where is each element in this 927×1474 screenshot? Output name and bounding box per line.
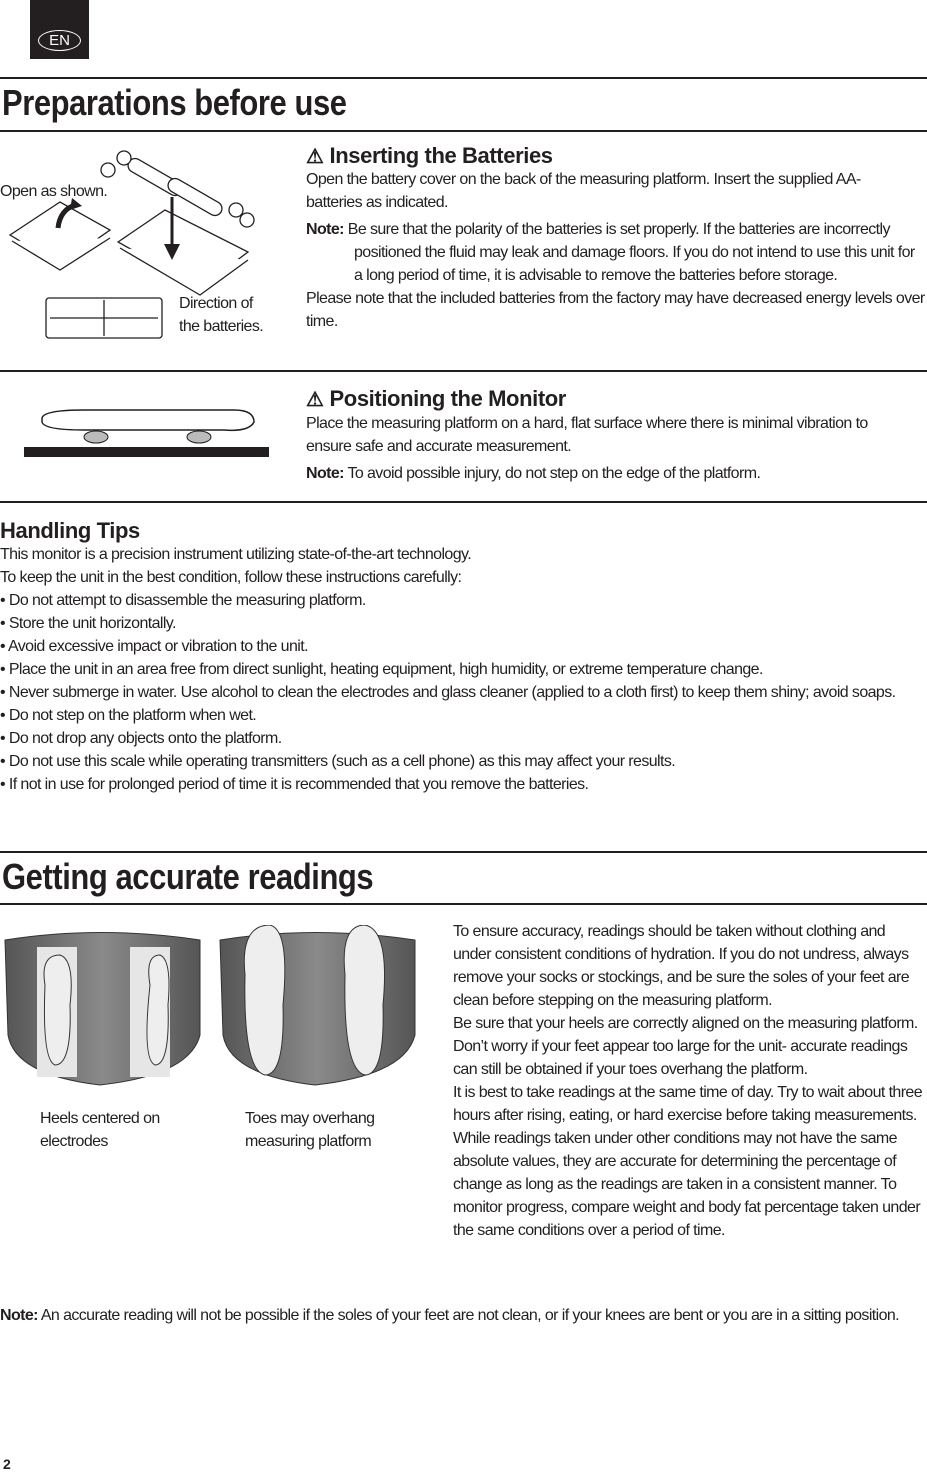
paragraph: Open the battery cover on the back of the measuring platform. Insert the supplied AA-batteries as indicated. xyxy=(306,171,861,211)
section-heading: Positioning the Monitor xyxy=(329,386,566,411)
list-item: • Never submerge in water. Use alcohol to clean the electrodes and glass cleaner (applied to a cloth first) to keep them shiny; avoid soaps. xyxy=(0,681,920,704)
page-number: 2 xyxy=(3,1456,11,1472)
divider xyxy=(0,501,927,503)
paragraph: While readings taken under other conditions may not have the same absolute values, they are accurate for determining the percentage of change as long as the readings are taken in a consistent manner. To monitor progress, compare weight and body fat percentage taken under the same conditions over a period of time. xyxy=(453,1130,921,1239)
paragraph: To ensure accuracy, readings should be taken without clothing and under consistent conditions of hydration. If you do not undress, always remove your socks or stockings, and be sure the soles of your feet are clean before stepping on the measuring platform. xyxy=(453,923,910,1009)
list-item: • Do not attempt to disassemble the measuring platform. xyxy=(0,589,920,612)
readings-note: Note: An accurate reading will not be possible if the soles of your feet are not clean, or if your knees are bent or you are in a sitting position. xyxy=(0,1307,900,1324)
handling-tips xyxy=(0,518,920,796)
positioning-section xyxy=(306,386,926,485)
paragraph: This monitor is a precision instrument utilizing state-of-the-art technology. xyxy=(0,546,472,563)
list-item: • Avoid excessive impact or vibration to the unit. xyxy=(0,635,920,658)
batteries-section xyxy=(306,143,926,333)
section-title: Preparations before use xyxy=(2,82,347,123)
section-title: Getting accurate readings xyxy=(2,856,374,897)
section-heading: Inserting the Batteries xyxy=(329,143,553,168)
divider xyxy=(0,370,927,372)
list-item: • Place the unit in an area free from direct sunlight, heating equipment, high humidity, or extreme temperature change. xyxy=(0,658,920,681)
paragraph: To keep the unit in the best condition, follow these instructions carefully: xyxy=(0,569,462,586)
paragraph: Please note that the included batteries from the factory may have decreased energy levels over time. xyxy=(306,290,925,330)
list-item: • Do not drop any objects onto the platform. xyxy=(0,727,920,750)
paragraph: It is best to take readings at the same time of day. Try to wait about three hours after rising, eating, or hard exercise before taking measurements. xyxy=(453,1084,923,1124)
feet-on-scale-illustration xyxy=(0,925,440,1095)
language-badge: EN xyxy=(30,0,89,59)
list-item: • Do not step on the platform when wet. xyxy=(0,704,920,727)
note: Note: To avoid possible injury, do not step on the edge of the platform. xyxy=(306,465,761,482)
section-heading: Handling Tips xyxy=(0,518,140,543)
figure-caption-toes: Toes may overhang measuring platform xyxy=(245,1110,375,1150)
tips-list xyxy=(0,589,920,796)
list-item: • Store the unit horizontally. xyxy=(0,612,920,635)
monitor-side-illustration xyxy=(24,380,270,460)
divider xyxy=(0,130,927,132)
list-item: • Do not use this scale while operating transmitters (such as a cell phone) as this may affect your results. xyxy=(0,750,920,773)
note: Note: Be sure that the polarity of the batteries is set properly. If the batteries are incorrectly positioned the fluid may leak and damage floors. If you do not intend to use this unit for a long period of time, it is advisable to remove the batteries before storage. xyxy=(306,221,915,284)
paragraph: Place the measuring platform on a hard, flat surface where there is minimal vibration to ensure safe and accurate measurement. xyxy=(306,415,868,455)
figure-caption-open: Open as shown. xyxy=(0,183,108,200)
readings-text xyxy=(453,920,925,1242)
warning-icon: ⚠ xyxy=(306,145,324,168)
paragraph: Be sure that your heels are correctly aligned on the measuring platform. Don’t worry if your feet appear too large for the unit- accurate readings can still be obtained if your toes overhang the platform. xyxy=(453,1015,918,1078)
divider xyxy=(0,77,927,79)
figure-caption-heels: Heels centered on electrodes xyxy=(40,1110,160,1150)
figure-caption-direction: Direction of the batteries. xyxy=(179,295,264,335)
divider xyxy=(0,851,927,853)
warning-icon: ⚠ xyxy=(306,388,324,411)
list-item: • If not in use for prolonged period of time it is recommended that you remove the batteries. xyxy=(0,773,920,796)
divider xyxy=(0,903,927,905)
